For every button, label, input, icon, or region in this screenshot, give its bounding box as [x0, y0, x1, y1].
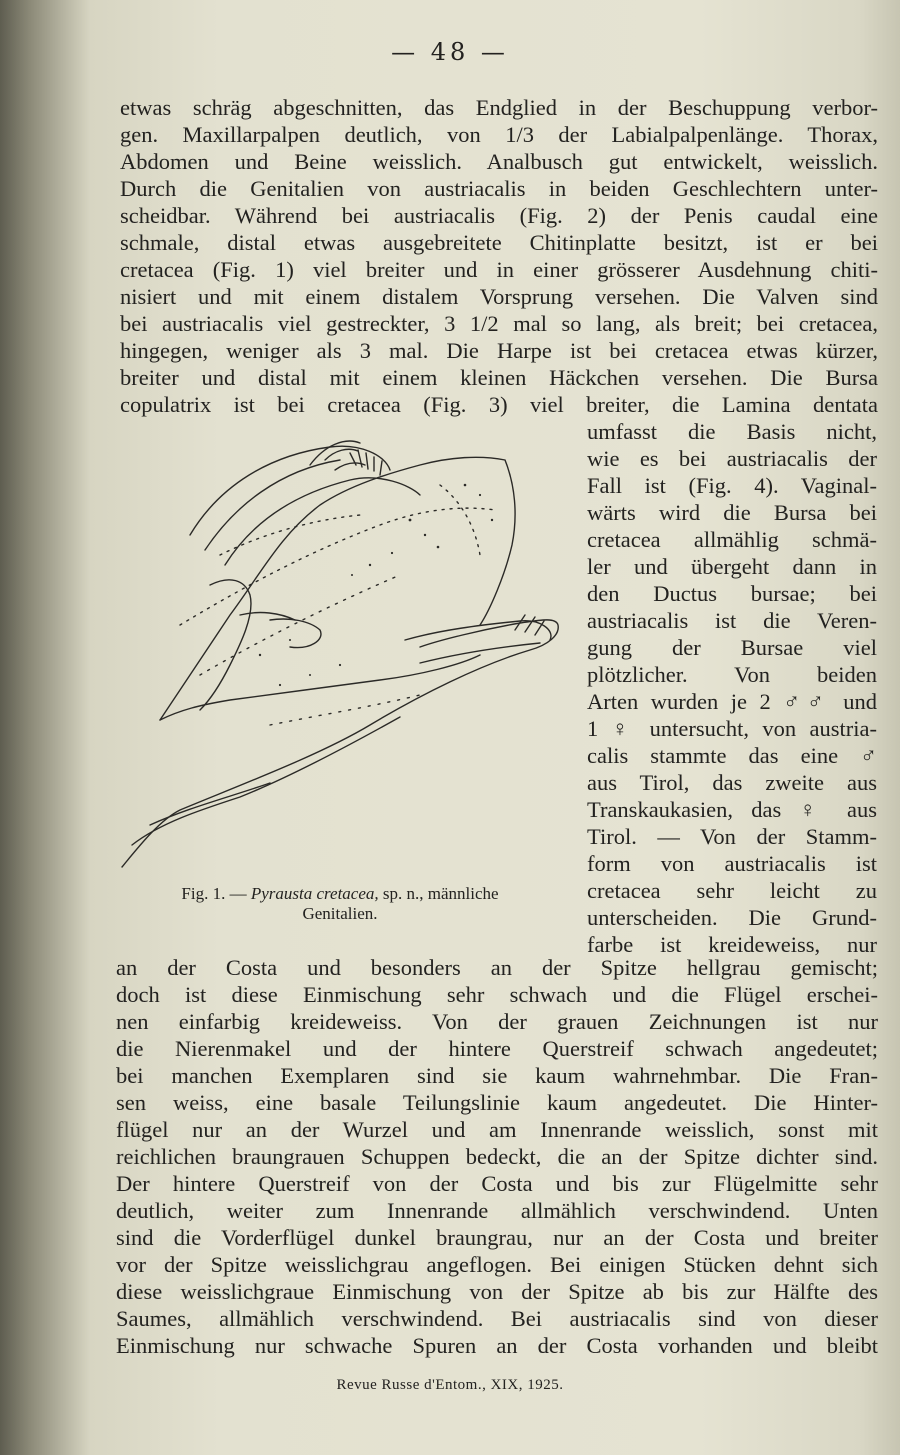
text-line: unterscheiden. Die Grund- [587, 905, 877, 930]
paragraph-side [587, 418, 877, 958]
text-line: etwas schräg abgeschnitten, das Endglied in der Beschuppung verbor- [120, 95, 878, 120]
text-line: Saumes, allmählich verschwindend. Bei austriacalis sind von dieser [116, 1306, 878, 1331]
paragraph-bottom [116, 954, 878, 1359]
text-line: cretacea sehr leicht zu [587, 878, 877, 903]
page-number: — 48 — [391, 38, 509, 66]
text-line: bei manchen Exemplaren sind sie kaum wahrnehmbar. Die Fran- [116, 1063, 878, 1088]
text-line: breiter und distal mit einem kleinen Häckchen versehen. Die Bursa [120, 365, 878, 390]
text-line: die Nierenmakel und der hintere Querstreif schwach angedeutet; [116, 1036, 878, 1061]
text-line: wie es bei austriacalis der [587, 446, 877, 471]
text-line: gung der Bursae viel [587, 635, 877, 660]
text-line: cretacea allmählig schmä- [587, 527, 877, 552]
figure-caption [120, 884, 560, 924]
text-line: farbe ist kreideweiss, nur [587, 932, 877, 957]
text-line: Durch die Genitalien von austriacalis in beiden Geschlechtern unter- [120, 176, 878, 201]
text-line: 1 ♀ untersucht, von austria- [587, 716, 877, 741]
text-line: vor der Spitze weisslichgrau angeflogen. Bei einigen Stücken dehnt sich [116, 1252, 878, 1277]
journal-footer: Revue Russe d'Entom., XIX, 1925. [336, 1377, 564, 1393]
text-line: sen weiss, eine basale Teilungslinie kaum angedeutet. Die Hinter- [116, 1090, 878, 1115]
text-line: umfasst die Basis nicht, [587, 419, 877, 444]
text-line: Fall ist (Fig. 4). Vaginal- [587, 473, 877, 498]
text-line: gen. Maxillarpalpen deutlich, von 1/3 der Labialpalpenlänge. Thorax, [120, 122, 878, 147]
caption-species: Pyrausta cretacea, [250, 884, 379, 903]
text-line: copulatrix ist bei cretacea (Fig. 3) viel breiter, die Lamina dentata [120, 392, 878, 417]
text-line: wärts wird die Bursa bei [587, 500, 877, 525]
text-line: doch ist diese Einmischung sehr schwach und die Flügel erschei- [116, 982, 878, 1007]
text-line: bei austriacalis viel gestreckter, 3 1/2 mal so lang, als breit; bei cretacea, [120, 311, 878, 336]
text-line: den Ductus bursae; bei [587, 581, 877, 606]
genitalia-figure [120, 425, 570, 870]
text-line: flügel nur an der Wurzel und am Innenrande weisslich, sonst mit [116, 1117, 878, 1142]
text-line: nen einfarbig kreideweiss. Von der grauen Zeichnungen ist nur [116, 1009, 878, 1034]
caption-prefix: Fig. 1. — [181, 884, 247, 903]
caption-line-2: Genitalien. [302, 904, 378, 923]
text-line: calis stammte das eine ♂ [587, 743, 877, 768]
text-line: diese weisslichgraue Einmischung von der Spitze ab bis zur Hälfte des [116, 1279, 878, 1304]
text-line: plötzlicher. Von beiden [587, 662, 877, 687]
text-line: Transkaukasien, das ♀ aus [587, 797, 877, 822]
text-line: Der hintere Querstreif von der Costa und bis zur Flügelmitte sehr [116, 1171, 878, 1196]
text-line: aus Tirol, das zweite aus [587, 770, 877, 795]
text-line: Einmischung nur schwache Spuren an der Costa vorhanden und bleibt [116, 1333, 878, 1358]
text-line: ler und übergeht dann in [587, 554, 877, 579]
text-line: Arten wurden je 2 ♂♂ und [587, 689, 877, 714]
text-line: hingegen, weniger als 3 mal. Die Harpe ist bei cretacea etwas kürzer, [120, 338, 878, 363]
text-line: an der Costa und besonders an der Spitze hellgrau gemischt; [116, 955, 878, 980]
caption-line-1 [120, 884, 560, 904]
text-line: cretacea (Fig. 1) viel breiter und in einer grösserer Ausdehnung chiti- [120, 257, 878, 282]
text-line: schmale, distal etwas ausgebreitete Chitinplatte besitzt, ist er bei [120, 230, 878, 255]
text-line: nisiert und mit einem distalem Vorsprung versehen. Die Valven sind [120, 284, 878, 309]
paragraph-top [120, 94, 878, 418]
text-line: reichlichen braungrauen Schuppen bedeckt, die an der Spitze dichter sind. [116, 1144, 878, 1169]
text-line: form von austriacalis ist [587, 851, 877, 876]
text-line: scheidbar. Während bei austriacalis (Fig. 2) der Penis caudal eine [120, 203, 878, 228]
text-line: austriacalis ist die Veren- [587, 608, 877, 633]
text-line: deutlich, weiter zum Innenrande allmählich verschwindend. Unten [116, 1198, 878, 1223]
text-line: Abdomen und Beine weisslich. Analbusch gut entwickelt, weisslich. [120, 149, 878, 174]
text-line: Tirol. — Von der Stamm- [587, 824, 877, 849]
text-line: sind die Vorderflügel dunkel braungrau, nur an der Costa und breiter [116, 1225, 878, 1250]
caption-rest: sp. n., männliche [382, 884, 499, 903]
